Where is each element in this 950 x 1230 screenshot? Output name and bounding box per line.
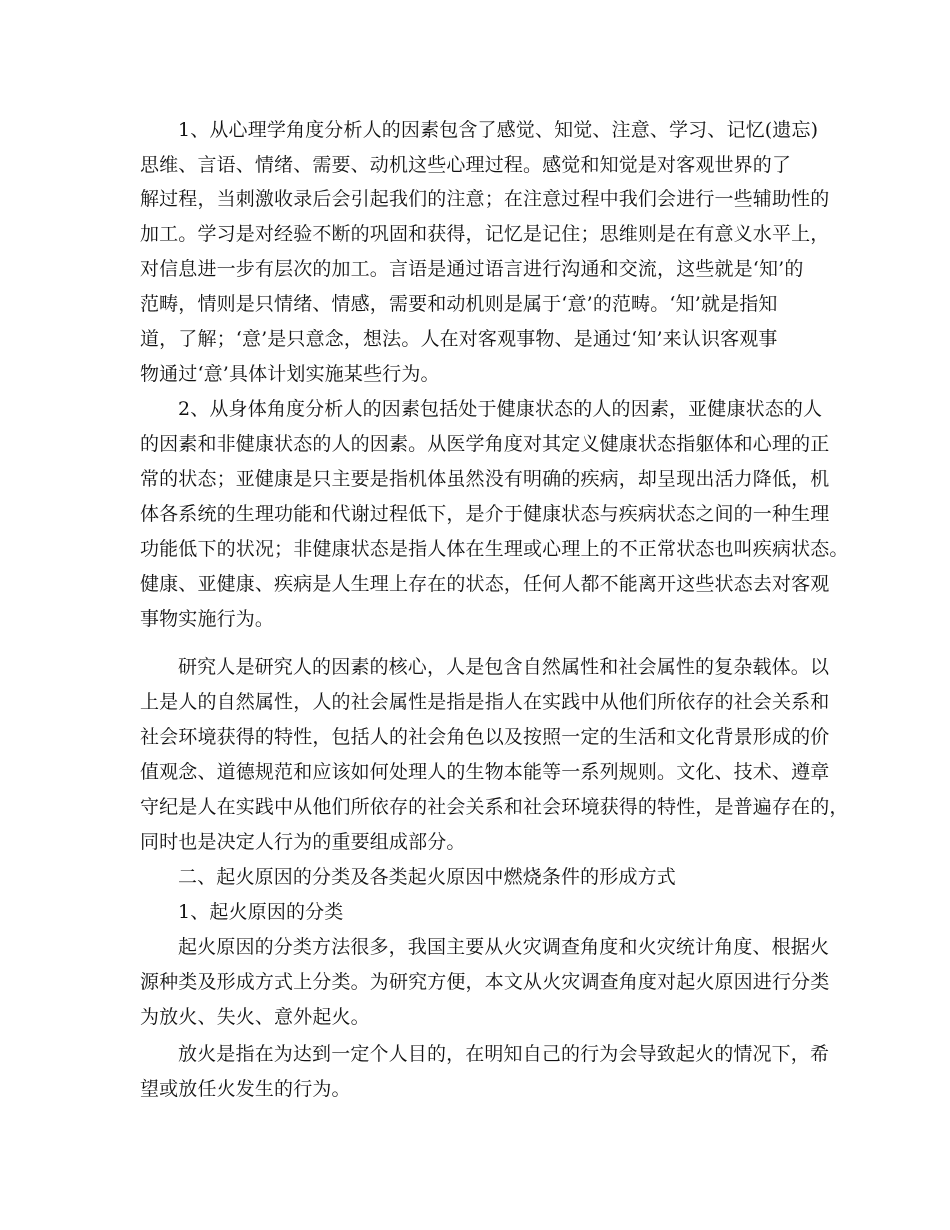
text-line: 研究人是研究人的因素的核心，人是包含自然属性和社会属性的复杂载体。以 [178,656,830,678]
text-line: 上是人的自然属性，人的社会属性是指是指人在实践中从他们所依存的社会关系和 [140,691,830,713]
text-line: 思维、言语、情绪、需要、动机这些心理过程。感觉和知觉是对客观世界的了 [140,154,792,176]
text-line: 望或放任火发生的行为。 [140,1078,351,1100]
text-line: 事物实施行为。 [140,608,275,630]
text-line: 功能低下的状况；非健康状态是指人体在生理或心理上的不正常状态也叫疾病状态。 [140,538,849,560]
subsection-heading: 1、起火原因的分类 [178,901,344,923]
text-line: 物通过‘意’具体计划实施某些行为。 [140,363,440,385]
text-line: 社会环境获得的特性，包括人的社会角色以及按照一定的生活和文化背景形成的价 [140,726,830,748]
text-line: 值观念、道德规范和应该如何处理人的生物本能等一系列规则。文化、技术、遵章 [140,761,830,783]
text-line: 的因素和非健康状态的人的因素。从医学角度对其定义健康状态指躯体和心理的正 [140,433,830,455]
text-line: 同时也是决定人行为的重要组成部分。 [140,831,466,853]
text-line: 2、从身体角度分析人的因素包括处于健康状态的人的因素，亚健康状态的人 [178,398,823,420]
text-line: 守纪是人在实践中从他们所依存的社会关系和社会环境获得的特性，是普遍存在的， [140,796,849,818]
text-line: 解过程，当刺激收录后会引起我们的注意；在注意过程中我们会进行一些辅助性的 [140,188,830,210]
text-line: 起火原因的分类方法很多，我国主要从火灾调查角度和火灾统计角度、根据火 [178,936,830,958]
section-heading: 二、起火原因的分类及各类起火原因中燃烧条件的形成方式 [178,866,676,888]
text-line: 对信息进一步有层次的加工。言语是通过语言进行沟通和交流，这些就是‘知’的 [140,258,804,280]
text-line: 范畴，情则是只情绪、情感，需要和动机则是属于‘意’的范畴。‘知’就是指知 [140,293,778,315]
text-line: 1、从心理学角度分析人的因素包含了感觉、知觉、注意、学习、记忆(遗忘) [178,119,819,141]
text-line: 为放火、失火、意外起火。 [140,1006,370,1028]
text-line: 放火是指在为达到一定个人目的，在明知自己的行为会导致起火的情况下，希 [178,1043,830,1065]
text-line: 道，了解；‘意’是只意念，想法。人在对客观事物、是通过‘知’来认识客观事 [140,328,778,350]
text-line: 体各系统的生理功能和代谢过程低下，是介于健康状态与疾病状态之间的一种生理 [140,503,830,525]
text-line: 加工。学习是对经验不断的巩固和获得，记忆是记住；思维则是在有意义水平上， [140,223,830,245]
text-line: 健康、亚健康、疾病是人生理上存在的状态，任何人都不能离开这些状态去对客观 [140,573,830,595]
text-line: 常的状态；亚健康是只主要是指机体虽然没有明确的疾病，却呈现出活力降低，机 [140,468,830,490]
text-line: 源种类及形成方式上分类。为研究方便，本文从火灾调查角度对起火原因进行分类 [140,971,830,993]
